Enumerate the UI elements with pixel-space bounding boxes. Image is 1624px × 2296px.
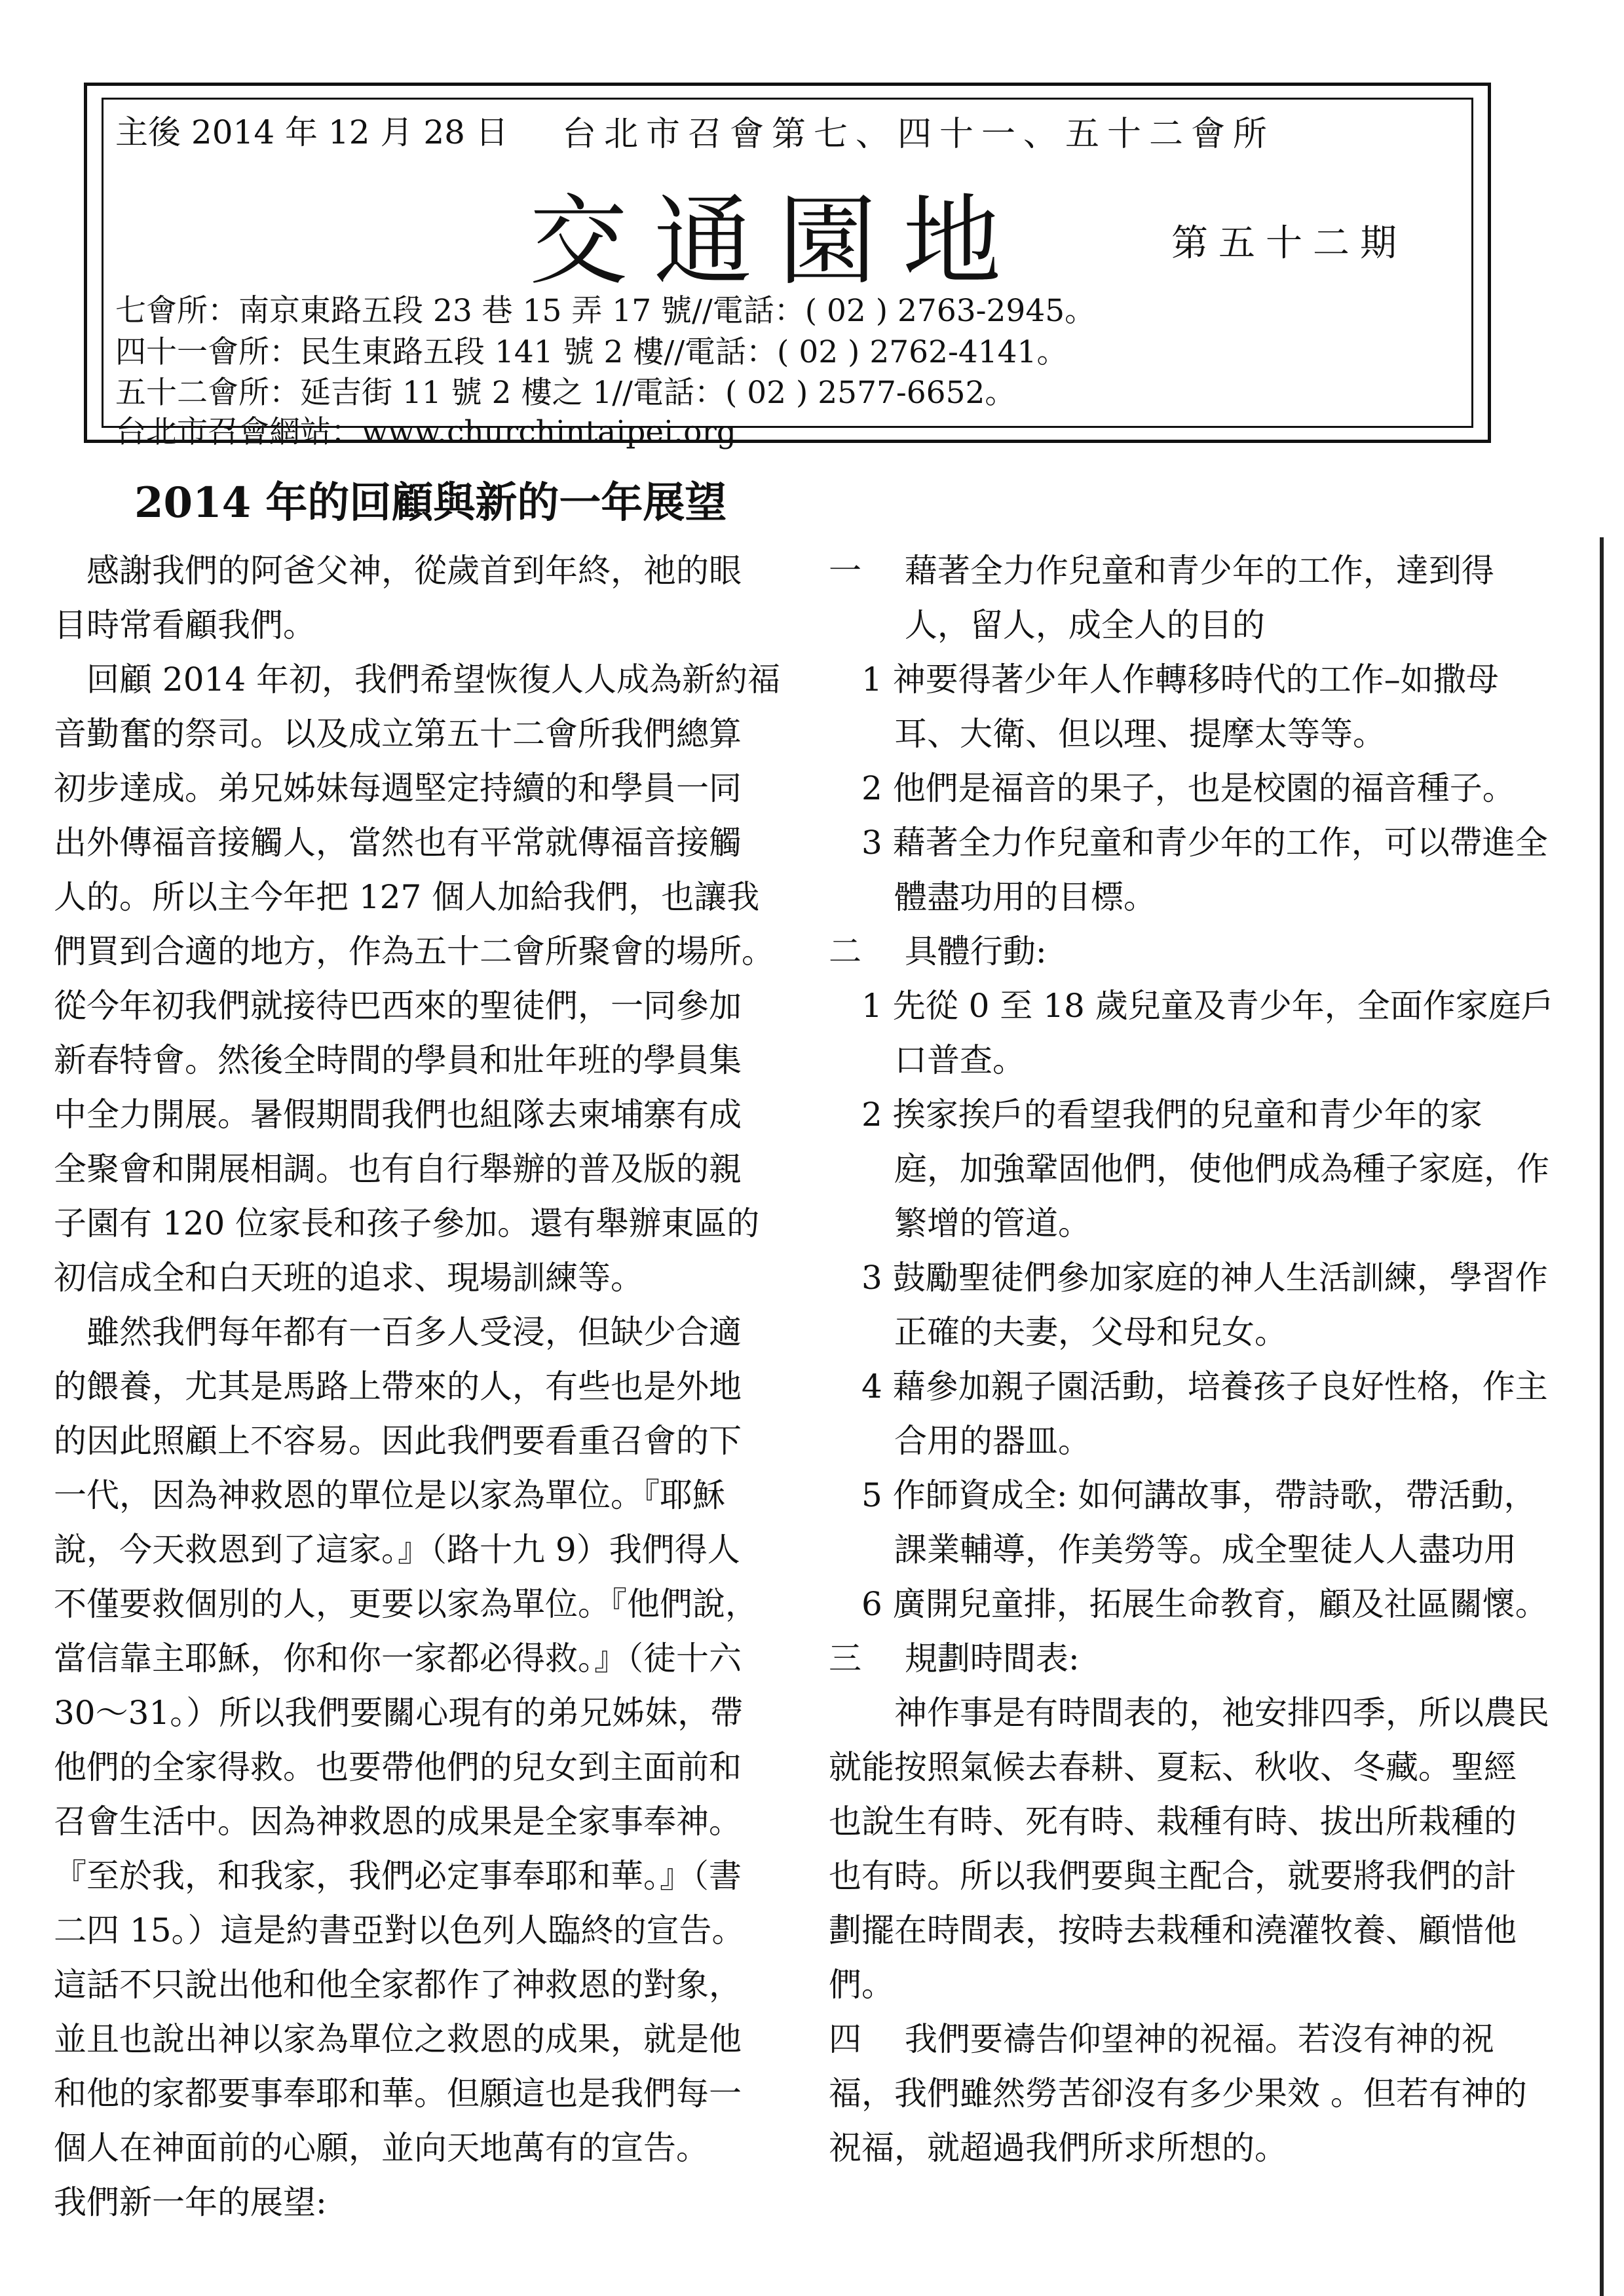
text-line: 們買到合適的地方，作為五十二會所聚會的場所。 [54,932,774,970]
text-line: 3 鼓勵聖徒們參加家庭的神人生活訓練，學習作 [829,1259,1548,1297]
text-line: 二 具體行動: [829,932,1047,970]
address-line: 五十二會所：延吉街 11 號 2 樓之 1//電話：( 02 ) 2577-6652。 [115,375,1016,411]
text-line: 就能按照氣候去春耕、夏耘、秋收、冬藏。聖經 [829,1748,1517,1786]
text-line: 子園有 120 位家長和孩子參加。還有舉辦東區的 [54,1204,760,1242]
text-line: 出外傳福音接觸人，當然也有平常就傳福音接觸 [54,824,742,862]
text-line: 音勤奮的祭司。以及成立第五十二會所我們總算 [54,715,742,753]
text-line: 中全力開展。暑假期間我們也組隊去柬埔寨有成 [54,1096,742,1134]
text-line: 的因此照顧上不容易。因此我們要看重召會的下 [54,1422,742,1460]
text-line: 人，留人，成全人的目的 [829,606,1265,644]
text-line: 從今年初我們就接待巴西來的聖徒們，一同參加 [54,987,742,1025]
text-line: 們。 [829,1966,894,2004]
newsletter-title: 交通園地 [529,185,1028,299]
text-line: 新春特會。然後全時間的學員和壯年班的學員集 [54,1041,742,1079]
website-line: 台北市召會網站：www.churchintaipei.org [115,414,736,450]
text-line: 『至於我，和我家，我們必定事奉耶和華。』（書 [54,1857,742,1895]
text-line: 2 挨家挨戶的看望我們的兒童和青少年的家 [829,1096,1482,1134]
text-line: 1 神要得著少年人作轉移時代的工作–如撒母 [829,660,1499,698]
text-line: 體盡功用的目標。 [829,878,1156,916]
text-line: 全聚會和開展相調。也有自行舉辦的普及版的親 [54,1150,742,1188]
text-line: 4 藉參加親子園活動，培養孩子良好性格，作主 [829,1368,1548,1406]
article-title: 2014 年的回顧與新的一年展望 [134,478,727,527]
text-line: 劃擺在時間表，按時去栽種和澆灌牧養、顧惜他 [829,1911,1517,1949]
text-line: 的餵養，尤其是馬路上帶來的人，有些也是外地 [54,1368,742,1406]
text-line: 6 廣開兒童排，拓展生命教育，顧及社區關懷。 [829,1585,1548,1623]
text-line: 二四 15。）這是約書亞對以色列人臨終的宣告。 [54,1911,745,1949]
text-line: 雖然我們每年都有一百多人受浸，但缺少合適 [54,1313,742,1351]
text-line: 也說生有時、死有時、栽種有時、拔出所栽種的 [829,1803,1517,1841]
text-line: 並且也說出神以家為單位之救恩的成果，就是他 [54,2020,742,2058]
issue-number: 第五十二期 [1171,222,1407,265]
text-line: 四 我們要禱告仰望神的祝福。若沒有神的祝 [829,2020,1494,2058]
text-line: 祝福，就超過我們所求所想的。 [829,2129,1287,2167]
text-line: 不僅要救個別的人，更要以家為單位。『他們說， [54,1585,758,1623]
text-line: 也有時。所以我們要與主配合，就要將我們的計 [829,1857,1517,1895]
text-line: 2 他們是福音的果子，也是校園的福音種子。 [829,769,1515,807]
issue-date: 主後 2014 年 12 月 28 日 [115,113,508,151]
text-line: 1 先從 0 至 18 歲兒童及青少年，全面作家庭戶 [829,987,1554,1025]
text-line: 神作事是有時間表的，祂安排四季，所以農民 [829,1694,1549,1732]
scan-edge-line [1600,537,1604,2296]
text-line: 3 藉著全力作兒童和青少年的工作，可以帶進全 [829,824,1548,862]
right-column [829,544,1554,2175]
text-line: 這話不只說出他和他全家都作了神救恩的對象， [54,1966,742,2004]
text-line: 庭，加強鞏固他們，使他們成為種子家庭，作 [829,1150,1549,1188]
text-line: 人的。所以主今年把 127 個人加給我們，也讓我 [54,878,760,916]
text-line: 課業輔導，作美勞等。成全聖徒人人盡功用 [829,1531,1517,1569]
text-line: 5 作師資成全: 如何講故事，帶詩歌，帶活動， [829,1476,1537,1514]
text-line: 感謝我們的阿爸父神，從歲首到年終，祂的眼 [54,552,742,590]
text-line: 當信靠主耶穌，你和你一家都必得救。』（徒十六 [54,1639,742,1677]
address-line: 七會所：南京東路五段 23 巷 15 弄 17 號//電話：( 02 ) 2763-2945。 [115,293,1096,329]
address-line: 四十一會所：民生東路五段 141 號 2 樓//電話：( 02 ) 2762-4141。 [115,334,1068,370]
text-line: 繁增的管道。 [829,1204,1091,1242]
masthead [84,83,1491,450]
text-line: 一代，因為神救恩的單位是以家為單位。『耶穌 [54,1476,725,1514]
text-line: 回顧 2014 年初，我們希望恢復人人成為新約福 [54,660,781,698]
district-name: 台北市召會第七、四十一、五十二會所 [562,115,1275,154]
text-line: 他們的全家得救。也要帶他們的兒女到主面前和 [54,1748,742,1786]
text-line: 初信成全和白天班的追求、現場訓練等。 [54,1259,643,1297]
text-line: 目時常看顧我們。 [54,606,316,644]
text-line: 耳、大衛、但以理、提摩太等等。 [829,715,1386,753]
text-line: 召會生活中。因為神救恩的成果是全家事奉神。 [54,1803,742,1841]
text-line: 說，今天救恩到了這家。』（路十九 9）我們得人 [54,1531,740,1569]
text-line: 口普查。 [829,1041,1025,1079]
text-line: 初步達成。弟兄姊妹每週堅定持續的和學員一同 [54,769,742,807]
text-line: 我們新一年的展望: [54,2183,327,2221]
text-line: 正確的夫妻，父母和兒女。 [829,1313,1287,1351]
masthead-inner-frame [102,98,1473,450]
text-line: 一 藉著全力作兒童和青少年的工作，達到得 [829,552,1494,590]
text-line: 30～31。）所以我們要關心現有的弟兄姊妹，帶 [54,1694,744,1732]
left-column [54,544,781,2230]
text-line: 和他的家都要事奉耶和華。但願這也是我們每一 [54,2075,742,2113]
text-line: 個人在神面前的心願，並向天地萬有的宣告。 [54,2129,709,2167]
text-line: 三 規劃時間表: [829,1639,1080,1677]
text-line: 合用的器皿。 [829,1422,1091,1460]
text-line: 福，我們雖然勞苦卻沒有多少果效 。但若有神的 [829,2075,1527,2113]
